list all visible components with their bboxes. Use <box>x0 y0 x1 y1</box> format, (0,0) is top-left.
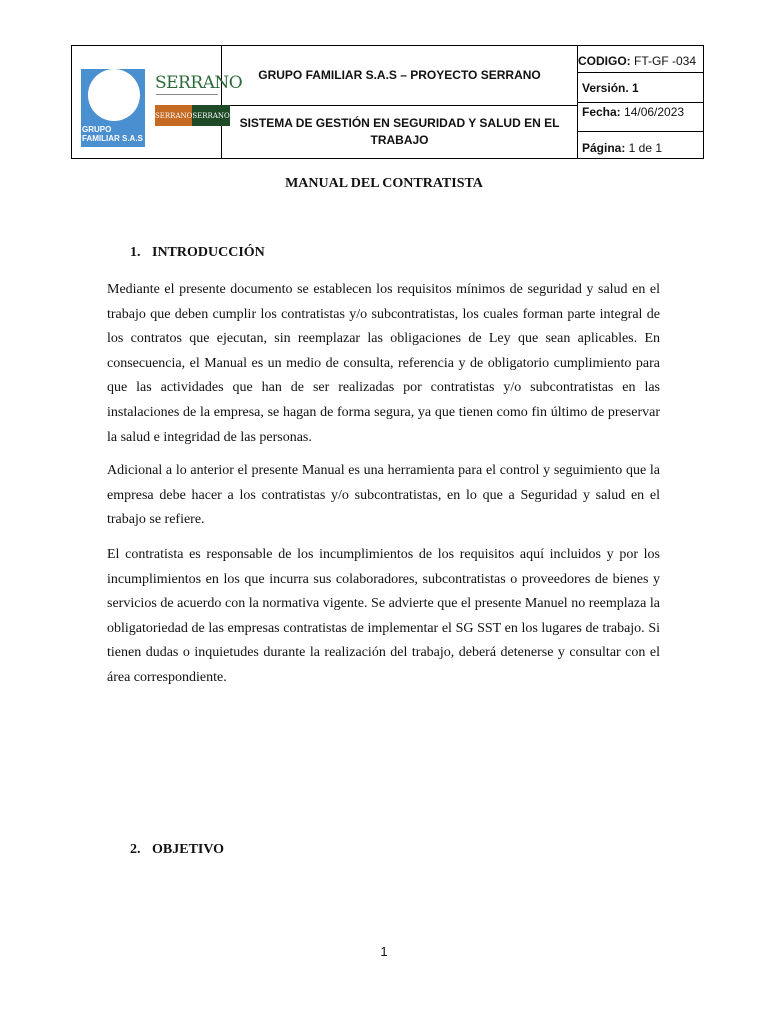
company-logos <box>72 46 243 158</box>
version-label: Versión. 1 <box>582 81 639 95</box>
body-paragraph: Mediante el presente documento se establecen los requisitos mínimos de seguridad y salud en el trabajo que deben cumplir los contratistas y/o subcontratistas, los cuales forman parte integral de los contratos que ejecutan, sin reemplazar las obligaciones de Ley que sean aplicables. En consecuencia, el Manual es un medio de consulta, referencia y de obligatorio cumplimiento para que las actividades que han de ser realizadas por contratistas y/o subcontratistas en las instalaciones de la empresa, se hagan de forma segura, ya que tienen como fin último de preservar la salud e integridad de las personas. <box>107 282 660 445</box>
document-header-table <box>71 45 704 159</box>
section-heading-objetivo <box>130 842 224 858</box>
codigo-label: CODIGO: <box>578 54 631 68</box>
body-paragraph: El contratista es responsable de los incumplimientos de los requisitos aquí incluidos y por los incumplimientos en los que incurra sus colaboradores, subcontratistas o proveedores de bienes y servicios de acuerdo con la normativa vigente. Se advierte que el presente Manuel no reemplaza la obligatoriedad de las empresas contratistas de implementar el SG SST en los lugares de trabajo. Si tienen dudas o inquietudes durante la realización del trabajo, deberá detenerse y consultar con el área correspondiente. <box>107 547 660 685</box>
fecha-value: 14/06/2023 <box>620 105 685 119</box>
serrano-logo-underline <box>156 94 218 98</box>
header-divider <box>577 72 703 73</box>
grupo-familiar-logo-text: GRUPO <box>82 125 112 134</box>
fecha-field <box>582 105 684 119</box>
grupo-familiar-logo-text: FAMILIAR S.A.S <box>82 134 143 143</box>
system-title: SISTEMA DE GESTIÓN EN SEGURIDAD Y SALUD EN EL TRABAJO <box>239 116 560 147</box>
section-number: 1. <box>130 245 141 260</box>
serrano-logo: SERRANO <box>155 73 243 93</box>
pagina-field <box>582 141 662 155</box>
fecha-label: Fecha: <box>582 105 621 119</box>
codigo-value: FT-GF -034 <box>630 54 697 68</box>
pagina-value: 1 de 1 <box>625 141 663 155</box>
header-divider <box>577 131 703 132</box>
document-title: MANUAL DEL CONTRATISTA <box>285 176 483 191</box>
serrano-banner-logo <box>155 105 230 126</box>
serrano-banner-left: SERRANO <box>155 105 192 126</box>
page-number: 1 <box>380 944 388 959</box>
section-heading-introduccion <box>130 245 265 261</box>
body-paragraph: Adicional a lo anterior el presente Manual es una herramienta para el control y seguimiento que la empresa debe hacer a los contratistas y/o subcontratistas, en lo que a Seguridad y salud en el trabajo se refiere. <box>107 463 660 528</box>
section-number: 2. <box>130 842 141 857</box>
pagina-label: Página: <box>582 141 626 155</box>
serrano-banner-right: SERRANO <box>192 105 229 126</box>
version-field <box>582 81 639 95</box>
section-title: OBJETIVO <box>152 842 225 857</box>
company-title: GRUPO FAMILIAR S.A.S – PROYECTO SERRANO <box>258 68 541 82</box>
header-divider <box>577 102 703 103</box>
section-title: INTRODUCCIÓN <box>152 245 265 260</box>
codigo-field <box>578 54 696 68</box>
